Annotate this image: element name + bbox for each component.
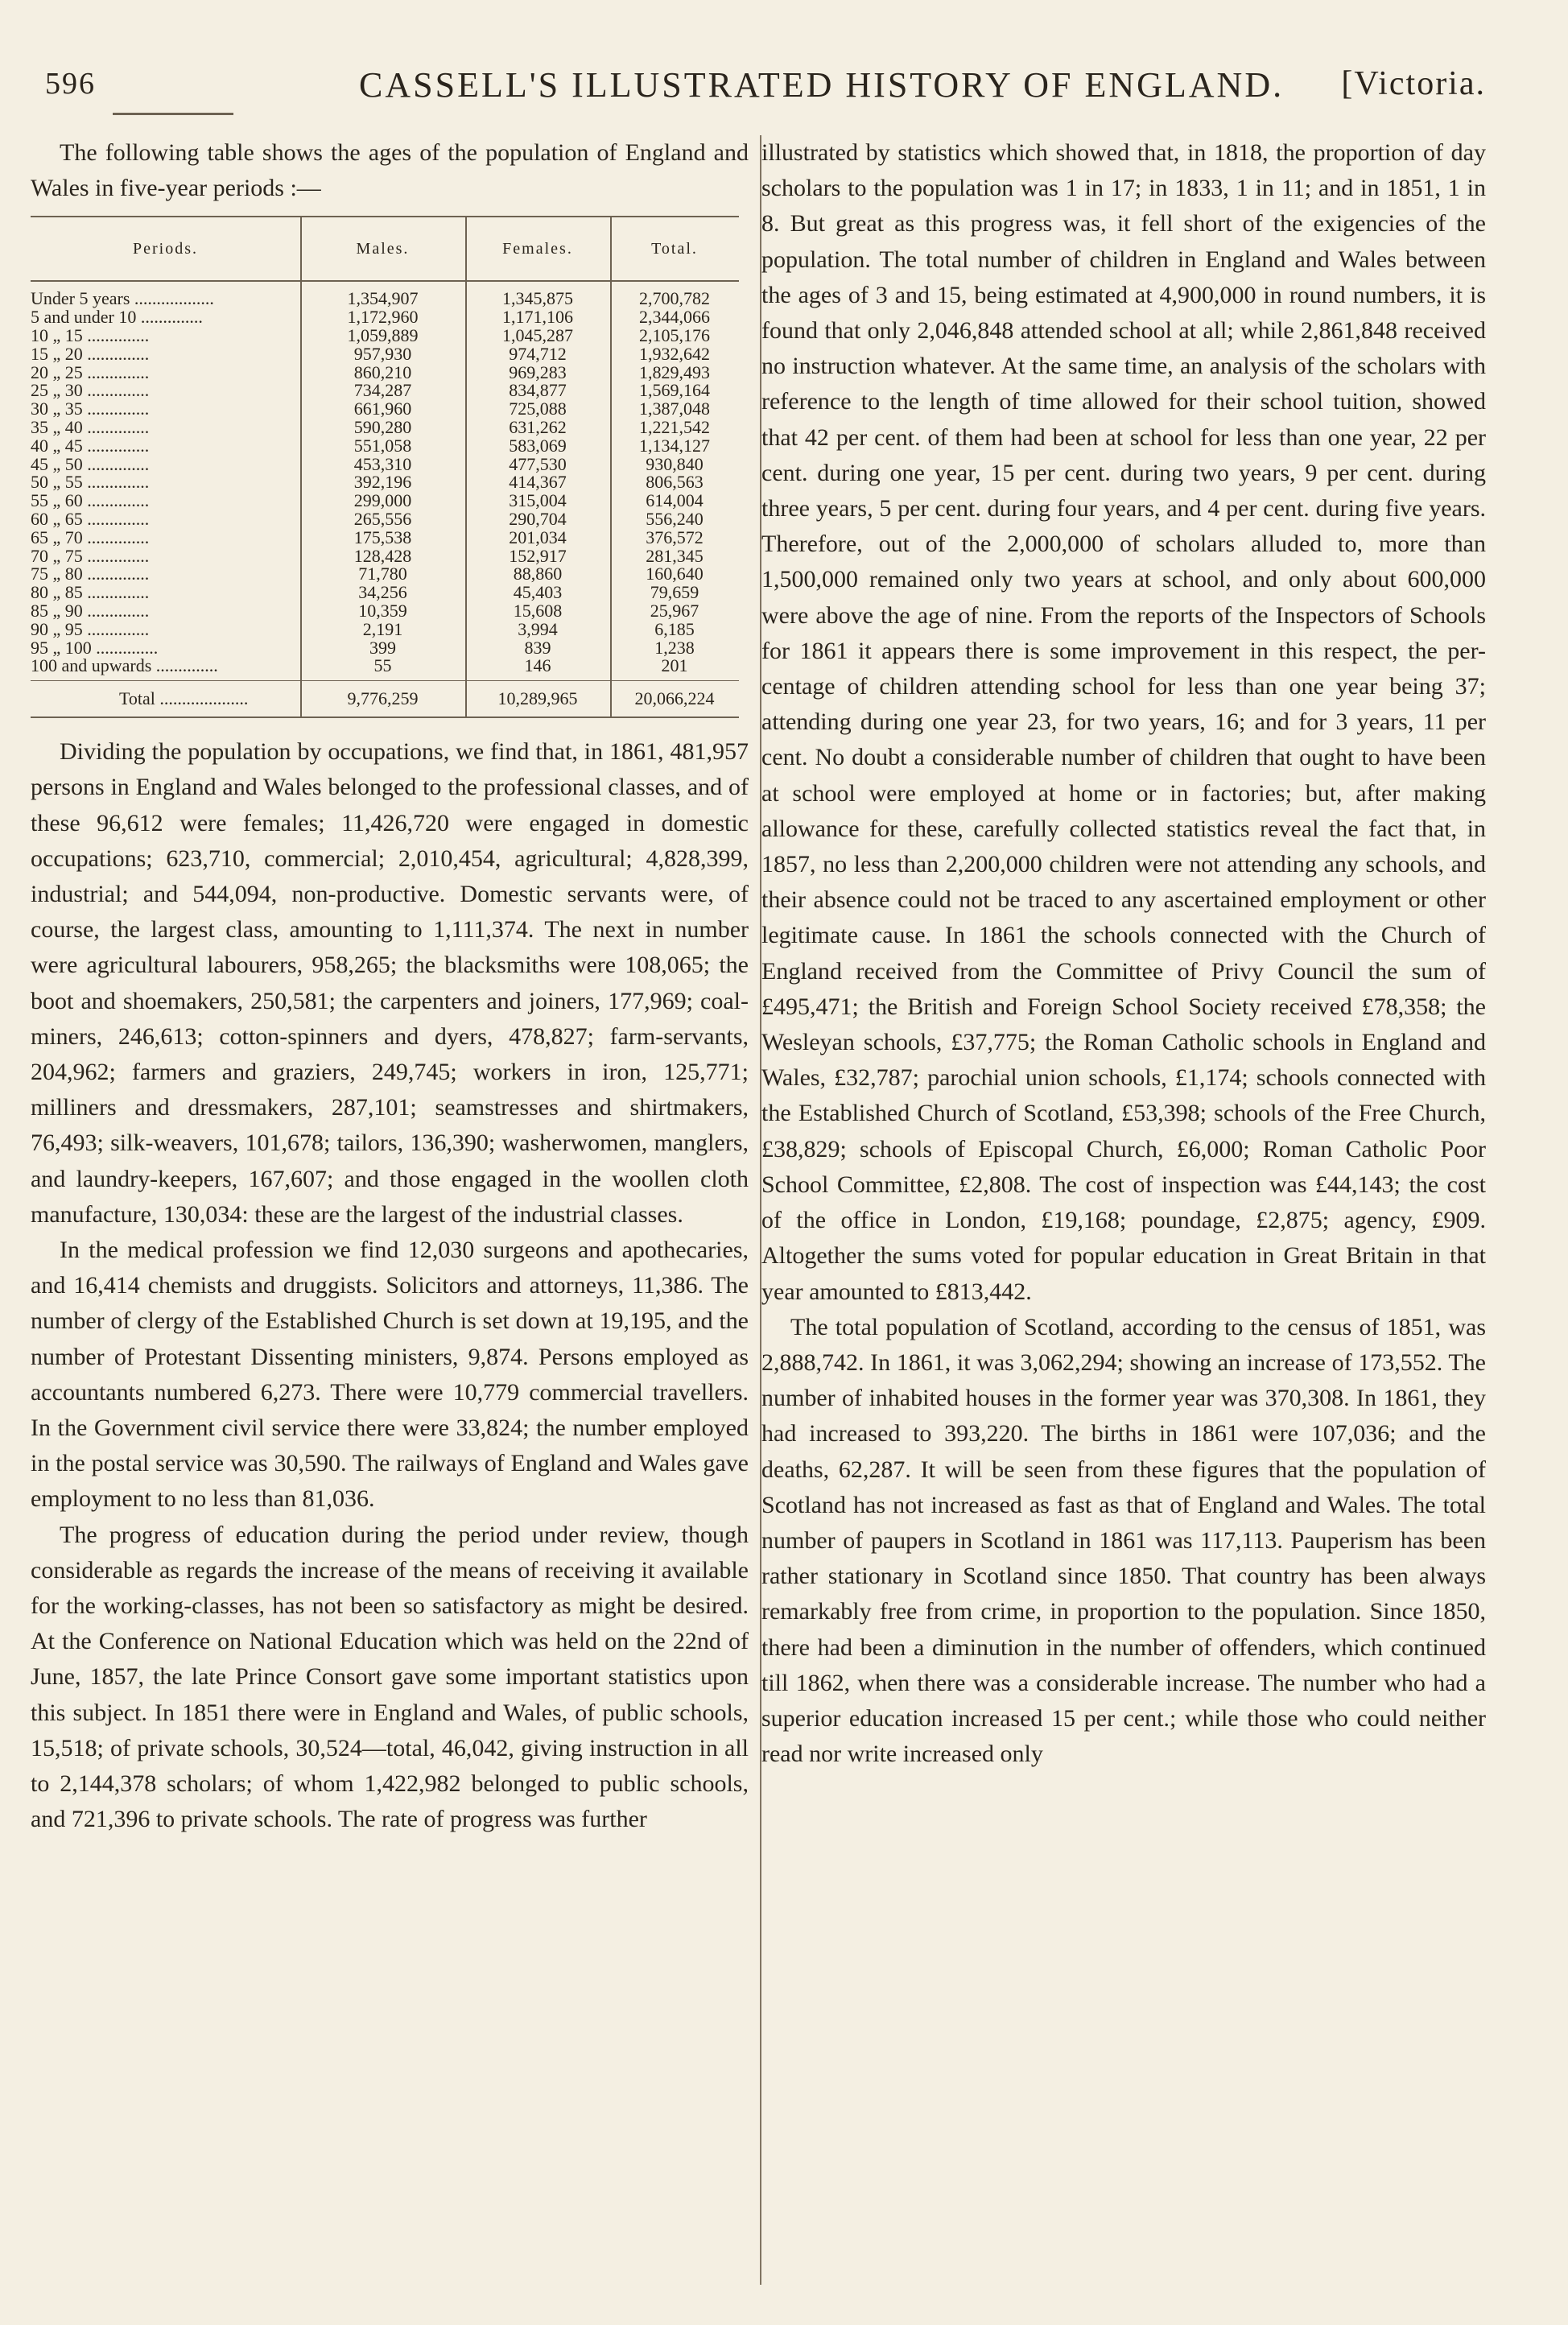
row-total: 930,840: [646, 453, 704, 474]
row-females: 290,704: [509, 508, 567, 529]
row-period: 55 „ 60 ..............: [31, 492, 150, 510]
left-column: [31, 135, 749, 1837]
row-period: Under 5 years ..................: [31, 290, 214, 309]
row-males: 71,780: [358, 564, 407, 584]
right-column: [761, 135, 1486, 1772]
row-total: 1,569,164: [639, 380, 710, 401]
row-males: 860,210: [353, 361, 412, 382]
row-total: 376,572: [646, 527, 704, 547]
row-period: 40 „ 45 ..............: [31, 436, 150, 456]
row-females: 1,045,287: [502, 325, 573, 345]
table-row: [31, 361, 739, 382]
row-males: 10,359: [358, 600, 407, 621]
row-females: 315,004: [509, 490, 567, 511]
row-females: 152,917: [509, 545, 567, 566]
row-males: 734,287: [353, 380, 412, 401]
paragraph-professions: In the medical profession we find 12,030 surgeons and apothecaries, and 16,414 chemists and druggists. Solicitors and attorneys, 11,386. The number of clergy of the Established Church is set down at 19,195, and the number of Protestant Dissenting ministers, 9,874. Persons employed as accountants numbered 6,273. There were 10,779 commercial travellers. In the Government civil service there were 33,824; the number employed in the postal service was 30,590. The railways of England and Wales gave employment to no less than 81,036.: [31, 1236, 749, 1513]
total-row: [31, 680, 739, 716]
row-period: 10 „ 15 ..............: [31, 327, 150, 345]
total-females: 10,289,965: [497, 688, 578, 708]
row-period: 20 „ 25 ..............: [31, 363, 150, 382]
row-females: 839: [524, 637, 551, 658]
row-males: 957,930: [353, 343, 412, 364]
row-total: 1,387,048: [639, 399, 710, 419]
row-total: 79,659: [650, 582, 699, 603]
row-total: 160,640: [646, 564, 704, 584]
row-females: 583,069: [509, 435, 567, 456]
page-number: 596: [45, 67, 96, 101]
table-row: [31, 382, 739, 400]
header-males: Males.: [356, 240, 410, 258]
row-females: 1,171,106: [502, 307, 573, 328]
total-label: Total ....................: [119, 688, 249, 708]
row-males: 590,280: [353, 416, 412, 437]
row-males: 265,556: [353, 508, 412, 529]
table-row: [31, 437, 739, 456]
row-period: 70 „ 75 ..............: [31, 547, 150, 566]
row-females: 834,877: [509, 380, 567, 401]
table-body: [31, 282, 739, 680]
table-row: [31, 547, 739, 566]
row-total: 1,221,542: [639, 416, 710, 437]
row-males: 34,256: [358, 582, 407, 603]
table-intro: The following table shows the ages of the population of England and Wales in five-year periods :—: [31, 139, 749, 202]
table-rule: [610, 217, 612, 716]
table-row: [31, 345, 739, 364]
table-row: [31, 492, 739, 510]
row-period: 5 and under 10 ..............: [31, 308, 203, 327]
table-rule: [465, 217, 467, 716]
table-row: [31, 400, 739, 419]
row-total: 25,967: [650, 600, 699, 621]
row-total: 1,932,642: [639, 343, 710, 364]
table-row: [31, 327, 739, 345]
row-total: 2,344,066: [639, 307, 710, 328]
row-males: 299,000: [353, 490, 412, 511]
row-total: 2,700,782: [639, 288, 710, 309]
row-period: 80 „ 85 ..............: [31, 584, 150, 602]
row-females: 631,262: [509, 416, 567, 437]
row-females: 974,712: [509, 343, 567, 364]
table-rule: [300, 217, 302, 716]
row-period: 65 „ 70 ..............: [31, 528, 150, 547]
table-row: [31, 584, 739, 602]
row-females: 45,403: [513, 582, 563, 603]
row-females: 969,283: [509, 361, 567, 382]
row-males: 551,058: [353, 435, 412, 456]
row-period: 100 and upwards ..............: [31, 657, 218, 676]
total-males: 9,776,259: [347, 688, 419, 708]
section-label: [Victoria.: [1341, 65, 1486, 102]
row-total: 2,105,176: [639, 325, 710, 345]
table-row: [31, 529, 739, 547]
row-males: 1,059,889: [347, 325, 419, 345]
row-total: 1,134,127: [639, 435, 710, 456]
running-title: CASSELL'S ILLUSTRATED HISTORY OF ENGLAND.: [359, 65, 1285, 105]
table-row: [31, 565, 739, 584]
row-males: 2,191: [362, 618, 403, 639]
row-period: 15 „ 20 ..............: [31, 345, 150, 364]
row-total: 556,240: [646, 508, 704, 529]
table-row: [31, 453, 739, 474]
header-rule: [113, 113, 233, 115]
row-period: 25 „ 30 ..............: [31, 382, 150, 401]
row-total: 1,238: [654, 637, 695, 658]
header-periods: Periods.: [133, 240, 198, 258]
row-period: 50 „ 55 ..............: [31, 473, 150, 493]
row-males: 1,172,960: [347, 307, 419, 328]
table-header: [31, 217, 739, 282]
table-row: [31, 639, 739, 658]
row-females: 1,345,875: [502, 288, 573, 309]
row-females: 725,088: [509, 399, 567, 419]
table-row: [31, 473, 739, 492]
row-males: 55: [373, 655, 392, 676]
row-period: 85 „ 90 ..............: [31, 601, 150, 621]
row-males: 128,428: [353, 545, 412, 566]
row-period: 90 „ 95 ..............: [31, 620, 150, 639]
page-header: [45, 53, 1486, 109]
table-row: [31, 618, 739, 639]
row-females: 15,608: [513, 600, 563, 621]
table-row: [31, 290, 739, 308]
row-females: 146: [524, 655, 551, 676]
paragraph-education: The progress of education during the period under review, though considerable as regards the increase of the means of receiving it available for the working-classes, has not been so satisfactory as might be desired. At the Conference on National Education which was held on the 22nd of June, 1857, the late Prince Consort gave some important statistics upon this subject. In 1851 there were in England and Wales, of public schools, 15,518; of private schools, 30,524—total, 46,042, giving instruction in all to 2,144,378 scholars; of whom 1,422,982 belonged to public schools, and 721,396 to private schools. The rate of progress was further: [31, 1521, 749, 1833]
table-row: [31, 308, 739, 327]
header-total: Total.: [651, 240, 698, 258]
row-total: 806,563: [646, 472, 704, 493]
total-total: 20,066,224: [634, 688, 715, 708]
row-period: 35 „ 40 ..............: [31, 418, 150, 437]
row-males: 453,310: [353, 453, 412, 474]
row-total: 1,829,493: [639, 361, 710, 382]
row-period: 45 „ 50 ..............: [31, 455, 150, 474]
row-period: 30 „ 35 ..............: [31, 400, 150, 419]
table-row: [31, 602, 739, 621]
table-row: [31, 510, 739, 529]
row-total: 281,345: [646, 545, 704, 566]
row-males: 661,960: [353, 399, 412, 419]
row-females: 3,994: [518, 618, 558, 639]
row-period: 60 „ 65 ..............: [31, 510, 150, 529]
row-females: 201,034: [509, 527, 567, 547]
row-females: 88,860: [513, 564, 563, 584]
row-period: 95 „ 100 ..............: [31, 638, 159, 658]
paragraph-occupations: Dividing the population by occupations, we find that, in 1861, 481,957 persons in England and Wales belonged to the professional classes, and of these 96,612 were females; 11,426,720 were engaged in domestic occupations; 623,710, commercial; 2,010,454, agricultural; 4,828,399, industrial; and 544,094, non-productive. Domestic servants were, of course, the largest class, amounting to 1,111,374. The next in number were agricultural labourers, 958,265; the blacksmiths were 108,065; the boot and shoemakers, 250,581; the carpenters and joiners, 177,969; coal-miners, 246,613; cotton-spinners and dyers, 478,827; farm-servants, 204,962; farmers and graziers, 249,745; workers in iron, 125,771; milliners and dressmakers, 287,101; seamstresses and shirtmakers, 76,493; silk-weavers, 101,678; tailors, 136,390; washerwomen, manglers, and laundry-keepers, 167,607; and those engaged in the woollen cloth manufacture, 130,034: these are the largest of the industrial classes.: [31, 738, 749, 1228]
row-females: 414,367: [509, 472, 567, 493]
table-row: [31, 657, 739, 675]
paragraph-statistics: illustrated by statistics which showed that, in 1818, the proportion of day scholars to the population was 1 in 17; in 1833, 1 in 11; and in 1851, 1 in 8. But great as this progress was, it fell short of the exigencies of the population. The total number of children in England and Wales between the ages of 3 and 15, being estimated at 4,900,000 in round numbers, it is found that only 2,046,848 attended school at all; while 2,861,848 received no instruction whatever. At the same time, an analysis of the scholars with reference to the length of time allowed for their school tuition, showed that 42 per cent. of them had been at school for less than one year, 22 per cent. during one year, 15 per cent. during two years, 9 per cent. during three years, 5 per cent. during four years, and 4 per cent. during five years. Therefore, out of the 2,000,000 of scholars alluded to, more than 1,500,000 remained only two years at school, and only about 600,000 were above the age of nine. From the reports of the Inspectors of Schools for 1861 it appears there is some improvement in this respect, the per-centage of children attending school for less than one year being 37; attending during one year 23, for two years, 16; and for 3 years, 11 per cent. No doubt a considerable number of children that ought to have been at school were employed at home or in factories; but, after making allowance for these, carefully collected statistics reveal the fact that, in 1857, no less than 2,200,000 children were not attending any schools, and their absence could not be traced to any ascertained employment or other legitimate cause. In 1861 the schools connected with the Church of England received from the Committee of Privy Council the sum of £495,471; the British and Foreign School Society received £78,358; the Wesleyan schools, £37,775; the Roman Catholic schools in England and Wales, £32,787; parochial union schools, £1,174; schools connected with the Established Church of Scotland, £53,398; schools of the Free Church, £38,829; schools of Episcopal Church, £6,000; Roman Catholic Poor School Committee, £2,808. The cost of inspection was £44,143; the cost of the office in London, £19,168; poundage, £2,875; agency, £909. Altogether the sums voted for popular education in Great Britain in that year amounted to £813,442.: [761, 139, 1486, 1305]
population-table: [31, 216, 739, 718]
paragraph-scotland: The total population of Scotland, according to the census of 1851, was 2,888,742. In 1861, it was 3,062,294; showing an increase of 173,552. The number of inhabited houses in the former year was 370,308. In 1861, they had increased to 393,220. The births in 1861 were 107,036; and the deaths, 62,287. It will be seen from these figures that the population of Scotland has not increased as fast as that of England and Wales. The total number of paupers in Scotland in 1861 was 117,113. Pauperism has been rather stationary in Scotland since 1850. That country has been always remarkably free from crime, in proportion to the population. Since 1850, there had been a diminution in the number of offenders, which continued till 1862, when there was a considerable increase. The number who had a superior education increased 15 per cent.; while those who could neither read nor write increased only: [761, 1313, 1486, 1768]
row-total: 614,004: [646, 490, 704, 511]
table-row: [31, 416, 739, 437]
row-males: 175,538: [353, 527, 412, 547]
row-period: 75 „ 80 ..............: [31, 565, 150, 584]
row-males: 399: [369, 637, 396, 658]
header-females: Females.: [502, 240, 573, 258]
row-males: 392,196: [353, 472, 412, 493]
row-total: 201: [661, 655, 688, 676]
row-females: 477,530: [509, 453, 567, 474]
row-total: 6,185: [654, 618, 695, 639]
row-males: 1,354,907: [347, 288, 419, 309]
